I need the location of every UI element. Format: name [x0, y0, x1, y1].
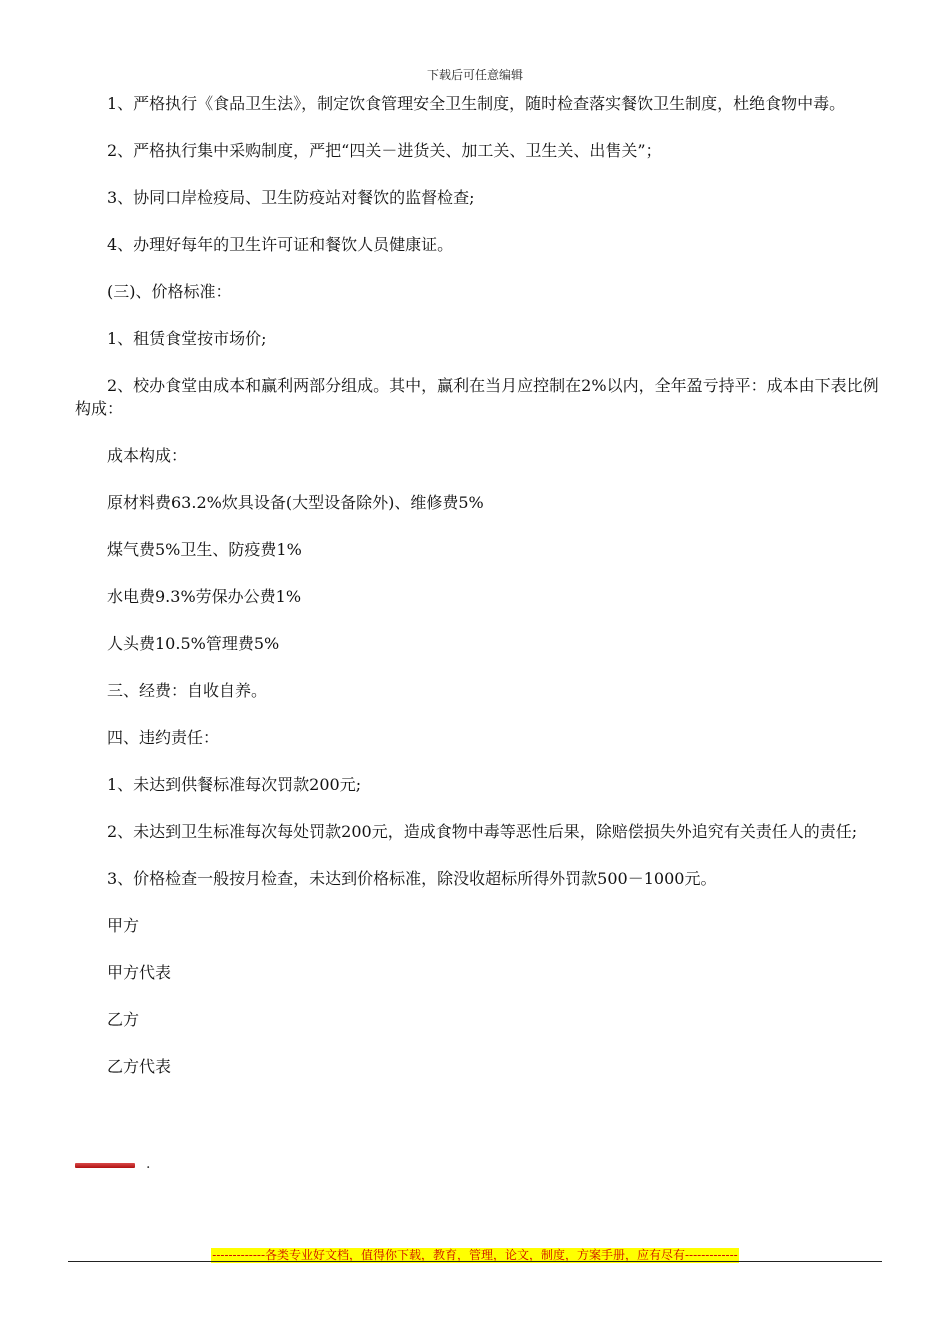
paragraph-inspection: 3、协同口岸检疫局、卫生防疫站对餐饮的监督检查;	[107, 188, 475, 207]
paragraph-food-safety-law: 1、严格执行《食品卫生法》，制定饮食管理安全卫生制度，随时检查落实餐饮卫生制度，杜绝食物中毒。	[107, 94, 846, 113]
paragraph-penalty-hygiene: 2、未达到卫生标准每次每处罚款200元，造成食物中毒等恶性后果，除赔偿损失外追究有关责任人的责任;	[107, 822, 858, 841]
signature-party-b-representative: 乙方代表	[107, 1057, 172, 1076]
paragraph-school-canteen: 2、校办食堂由成本和赢利两部分组成。其中，赢利在当月应控制在2%以内，全年盈亏持平：成本由下表比例构成：	[75, 376, 879, 418]
paragraph-penalty-supply: 1、未达到供餐标准每次罚款200元;	[107, 775, 362, 794]
cost-line-gas: 煤气费5%卫生、防疫费1%	[107, 540, 302, 559]
trailing-dot: .	[146, 1156, 151, 1172]
paragraph-penalty-price: 3、价格检查一般按月检查，未达到价格标准，除没收超标所得外罚款500－1000元。	[107, 869, 717, 888]
section-heading-funding: 三、经费：自收自养。	[107, 681, 268, 700]
section-heading-liability: 四、违约责任：	[107, 728, 220, 747]
signature-party-a: 甲方	[107, 916, 140, 935]
paragraph-licenses: 4、办理好每年的卫生许可证和餐饮人员健康证。	[107, 235, 454, 254]
signature-party-a-representative: 甲方代表	[107, 963, 172, 982]
footer-text: -------------各类专业好文档，值得你下载，教育，管理，论文，制度，方案手册，应有尽有-------------	[212, 1248, 738, 1262]
signature-party-b: 乙方	[107, 1010, 140, 1029]
paragraph-central-purchasing: 2、严格执行集中采购制度，严把“四关－进货关、加工关、卫生关、出售关”；	[107, 141, 662, 160]
paragraph-rental-canteen: 1、租赁食堂按市场价;	[107, 329, 267, 348]
cost-line-utilities: 水电费9.3%劳保办公费1%	[107, 587, 302, 606]
header-note: 下载后可任意编辑	[426, 68, 523, 82]
cost-line-personnel: 人头费10.5%管理费5%	[107, 634, 280, 653]
section-heading-price-standard: (三)、价格标准：	[107, 282, 232, 301]
paragraph-cost-composition: 成本构成：	[107, 446, 188, 465]
footer-divider	[68, 1261, 882, 1262]
document-body	[75, 92, 885, 1102]
cost-line-raw-materials: 原材料费63.2%炊具设备(大型设备除外)、维修费5%	[107, 493, 484, 512]
red-bar-mark	[75, 1163, 135, 1168]
